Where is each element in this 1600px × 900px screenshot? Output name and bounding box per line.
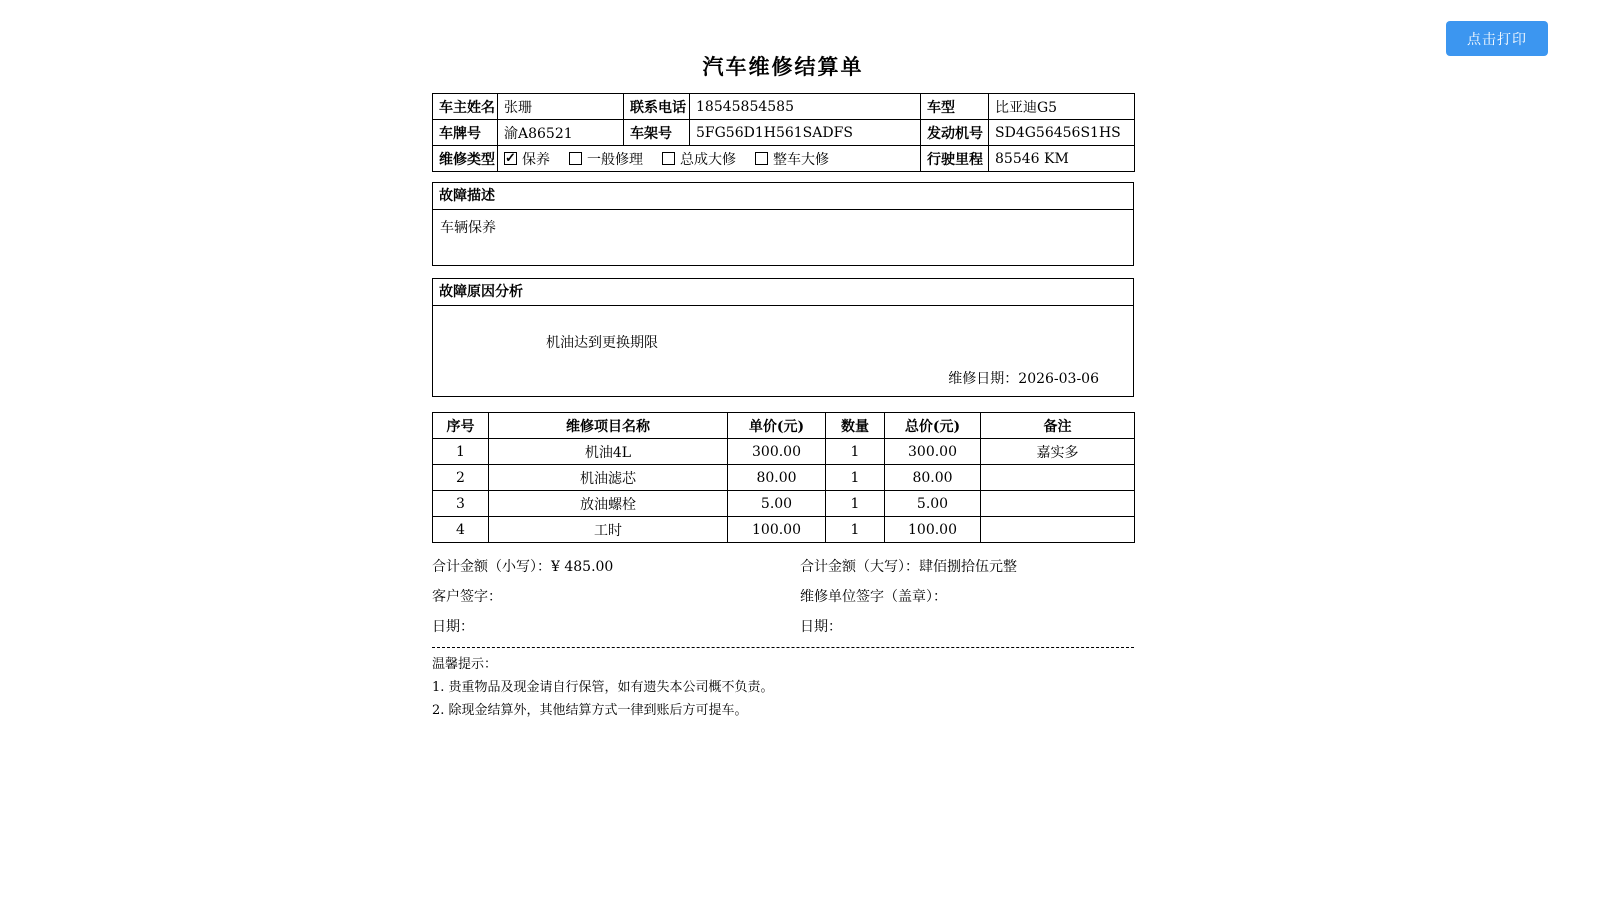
- cell-total-price: 80.00: [885, 465, 981, 491]
- plate-value: 渝A86521: [498, 120, 624, 146]
- print-button[interactable]: 点击打印: [1446, 21, 1548, 56]
- totals-row: [432, 558, 1134, 576]
- cell-seq: 3: [433, 491, 489, 517]
- total-amount-numeric: [432, 558, 800, 576]
- cell-seq: 4: [433, 517, 489, 543]
- col-qty: 数量: [826, 413, 885, 439]
- vin-label: 车架号: [624, 120, 690, 146]
- checkbox-full-overhaul-label: 整车大修: [773, 151, 829, 168]
- info-row-1: [433, 94, 1135, 120]
- fault-analysis-section: [432, 278, 1134, 397]
- table-row: [433, 491, 1135, 517]
- fault-description-section: [432, 182, 1134, 266]
- repair-items-table: [432, 412, 1135, 543]
- checkbox-assembly-overhaul-label: 总成大修: [680, 151, 736, 168]
- cell-qty: 1: [826, 517, 885, 543]
- repair-date-label: 维修日期：: [948, 371, 1019, 387]
- checkbox-assembly-overhaul: [662, 149, 736, 169]
- vehicle-info-table: [432, 93, 1135, 172]
- engine-label: 发动机号: [921, 120, 989, 146]
- fault-analysis-content: 机油达到更换期限: [546, 335, 658, 351]
- table-row: [433, 517, 1135, 543]
- cell-unit-price: 300.00: [728, 439, 826, 465]
- repair-unit-signature-label: 维修单位签字（盖章）：: [800, 589, 947, 605]
- engine-value: SD4G56456S1HS: [989, 120, 1135, 146]
- info-row-3: [433, 146, 1135, 172]
- cell-qty: 1: [826, 491, 885, 517]
- repair-date-value: 2026-03-06: [1018, 371, 1099, 387]
- cell-remark: 嘉实多: [981, 439, 1135, 465]
- cell-remark: [981, 491, 1135, 517]
- checkbox-maintenance-label: 保养: [522, 151, 550, 168]
- cell-item-name: 放油螺栓: [489, 491, 728, 517]
- checkbox-full-overhaul: [755, 149, 829, 169]
- checkbox-assembly-overhaul-icon: [662, 152, 675, 165]
- cell-item-name: 机油滤芯: [489, 465, 728, 491]
- settlement-form: [432, 0, 1134, 725]
- total-amount-numeric-value: ¥ 485.00: [551, 559, 614, 575]
- table-row: [433, 439, 1135, 465]
- fault-description-title: 故障描述: [433, 183, 1133, 210]
- fault-analysis-title: 故障原因分析: [433, 279, 1133, 306]
- tips-section: [432, 656, 1134, 720]
- cell-remark: [981, 517, 1135, 543]
- total-amount-numeric-label: 合计金额（小写）：: [432, 559, 551, 575]
- checkbox-general-repair-label: 一般修理: [587, 151, 643, 168]
- tip-item-1: 1. 贵重物品及现金请自行保管，如有遗失本公司概不负责。: [432, 680, 774, 695]
- cell-unit-price: 100.00: [728, 517, 826, 543]
- cell-item-name: 机油4L: [489, 439, 728, 465]
- vin-value: 5FG56D1H561SADFS: [690, 120, 921, 146]
- repair-type-label: 维修类型: [433, 146, 498, 172]
- info-row-2: [433, 120, 1135, 146]
- customer-date-label: 日期：: [432, 619, 474, 635]
- col-item-name: 维修项目名称: [489, 413, 728, 439]
- mileage-label: 行驶里程: [921, 146, 989, 172]
- col-seq: 序号: [433, 413, 489, 439]
- owner-name-value: 张珊: [498, 94, 624, 120]
- cell-unit-price: 80.00: [728, 465, 826, 491]
- total-amount-words-value: 肆佰捌拾伍元整: [919, 559, 1017, 575]
- phone-label: 联系电话: [624, 94, 690, 120]
- cell-qty: 1: [826, 439, 885, 465]
- cell-total-price: 100.00: [885, 517, 981, 543]
- tips-title: 温馨提示：: [432, 657, 498, 672]
- col-remark: 备注: [981, 413, 1135, 439]
- items-header-row: [433, 413, 1135, 439]
- col-total-price: 总价(元): [885, 413, 981, 439]
- cell-seq: 1: [433, 439, 489, 465]
- repair-date: [948, 370, 1099, 388]
- tip-item-2: 2. 除现金结算外，其他结算方式一律到账后方可提车。: [432, 703, 748, 718]
- model-label: 车型: [921, 94, 989, 120]
- cell-item-name: 工时: [489, 517, 728, 543]
- cell-seq: 2: [433, 465, 489, 491]
- col-unit-price: 单价(元): [728, 413, 826, 439]
- signature-row: [432, 588, 1134, 606]
- total-amount-words-label: 合计金额（大写）：: [800, 559, 919, 575]
- fault-analysis-body: [433, 306, 1133, 396]
- cell-total-price: 5.00: [885, 491, 981, 517]
- customer-signature-label: 客户签字：: [432, 589, 502, 605]
- checkbox-full-overhaul-icon: [755, 152, 768, 165]
- model-value: 比亚迪G5: [989, 94, 1135, 120]
- mileage-value: 85546 KM: [989, 146, 1135, 172]
- table-row: [433, 465, 1135, 491]
- checkbox-general-repair-icon: [569, 152, 582, 165]
- cell-qty: 1: [826, 465, 885, 491]
- plate-label: 车牌号: [433, 120, 498, 146]
- dashed-divider: [432, 647, 1134, 648]
- unit-date-label: 日期：: [800, 619, 842, 635]
- checkbox-maintenance: [504, 149, 550, 169]
- cell-total-price: 300.00: [885, 439, 981, 465]
- date-row: [432, 618, 1134, 636]
- page-title: 汽车维修结算单: [702, 54, 864, 79]
- repair-type-options: [498, 146, 921, 172]
- cell-unit-price: 5.00: [728, 491, 826, 517]
- phone-value: 18545854585: [690, 94, 921, 120]
- total-amount-words: [800, 558, 1134, 576]
- cell-remark: [981, 465, 1135, 491]
- owner-name-label: 车主姓名: [433, 94, 498, 120]
- checkbox-general-repair: [569, 149, 643, 169]
- checkbox-maintenance-icon: [504, 152, 517, 165]
- fault-description-content: 车辆保养: [440, 220, 496, 236]
